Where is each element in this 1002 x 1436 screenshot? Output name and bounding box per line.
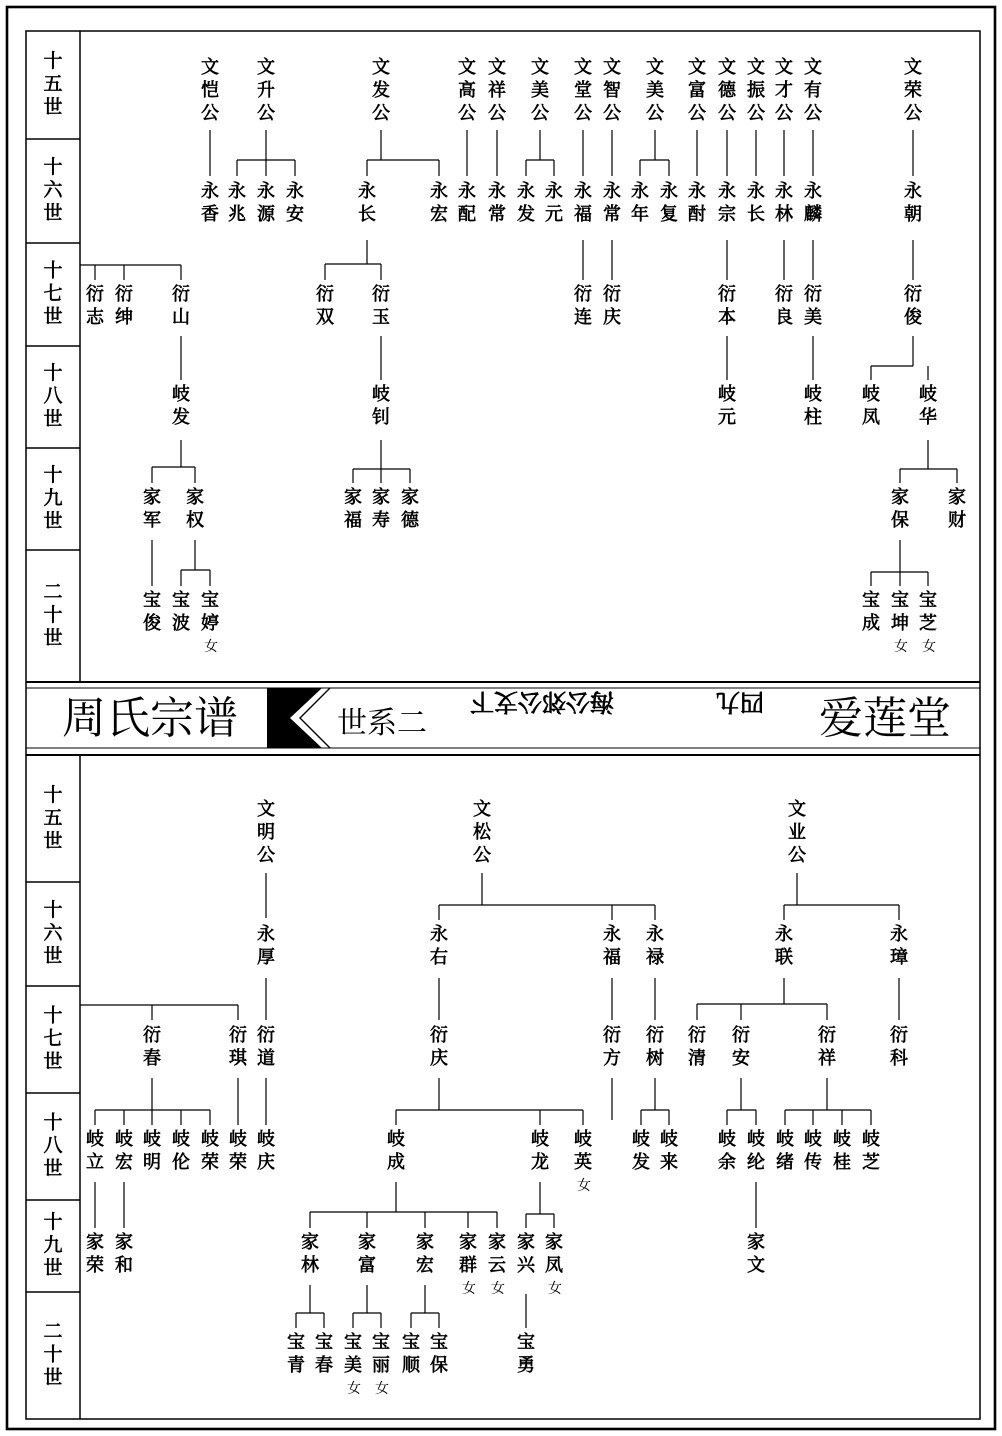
- person-name: 文明公: [257, 799, 275, 866]
- section-label: 世系二: [337, 706, 427, 741]
- person-name: 文堂公: [574, 57, 592, 124]
- generation-label: 十九世: [43, 1211, 63, 1279]
- person-name: 永元: [545, 181, 563, 225]
- person-name: 衍良: [775, 284, 793, 328]
- person-name: 永配: [458, 181, 476, 225]
- person-name: 永右: [430, 924, 448, 968]
- person-name: 宝春: [315, 1332, 333, 1376]
- person-name: 宝美: [344, 1332, 362, 1376]
- person-name: 岐发: [172, 384, 190, 428]
- person-name: 家权: [186, 487, 204, 531]
- generation-label: 十六世: [43, 156, 63, 224]
- person-name: 宝顺: [402, 1332, 420, 1376]
- person-name: 衍俊: [904, 284, 922, 328]
- person-name: 永香: [201, 181, 219, 225]
- person-name: 家福: [344, 487, 362, 531]
- person-name: 衍志: [86, 284, 104, 328]
- person-name: 岐芝: [862, 1129, 880, 1173]
- person-name: 永厚: [257, 924, 275, 968]
- person-name: 衍祥: [818, 1025, 836, 1069]
- person-name: 文荣公: [904, 57, 922, 124]
- person-name: 宝青: [287, 1332, 305, 1376]
- generation-label: 十八世: [43, 1111, 63, 1180]
- person-name: 文升公: [257, 57, 275, 124]
- person-name: 岐成: [387, 1129, 405, 1173]
- person-name: 永兆: [228, 181, 246, 225]
- person-name: 家林: [301, 1232, 319, 1276]
- person-name: 岐绪: [776, 1129, 794, 1173]
- person-name: 衍山: [172, 284, 190, 328]
- generation-label: 二十世: [43, 581, 63, 649]
- person-name: 家富: [358, 1232, 376, 1276]
- person-name: 永年: [631, 181, 649, 225]
- person-name: 永联: [775, 924, 793, 968]
- person-name: 岐龙: [531, 1129, 549, 1173]
- female-mark: 女: [577, 1178, 591, 1194]
- person-name: 永酎: [688, 181, 706, 225]
- page-number: 四九: [716, 688, 764, 716]
- person-name: 岐荣: [229, 1129, 247, 1173]
- person-name: 文美公: [646, 57, 664, 124]
- generation-label: 二十世: [43, 1320, 63, 1389]
- person-name: 永安: [286, 181, 304, 225]
- person-name: 岐发: [632, 1129, 650, 1173]
- generation-label: 十七世: [43, 259, 63, 328]
- person-name: 家荣: [86, 1232, 104, 1276]
- person-name: 家文: [747, 1232, 765, 1276]
- person-name: 岐凤: [862, 384, 880, 428]
- person-name: 衍美: [804, 284, 822, 328]
- person-name: 岐元: [718, 384, 736, 428]
- person-name: 永常: [603, 181, 621, 225]
- hall-name: 爱莲堂: [819, 693, 951, 744]
- person-name: 永福: [603, 924, 621, 968]
- female-mark: 女: [204, 639, 218, 655]
- person-name: 衍庆: [603, 284, 621, 328]
- female-mark: 女: [548, 1281, 562, 1297]
- person-name: 衍玉: [372, 284, 390, 328]
- person-name: 岐桂: [833, 1129, 851, 1173]
- person-name: 永麟: [804, 181, 822, 225]
- person-name: 岐伦: [172, 1129, 190, 1173]
- person-name: 衍琪: [229, 1025, 247, 1069]
- person-name: 永发: [517, 181, 535, 225]
- person-name: 家云: [488, 1232, 506, 1276]
- person-name: 岐立: [86, 1129, 104, 1173]
- person-name: 文祥公: [488, 57, 506, 124]
- person-name: 家和: [115, 1232, 133, 1276]
- person-name: 文智公: [603, 57, 621, 124]
- person-name: 衍方: [603, 1025, 621, 1069]
- person-name: 宝保: [430, 1332, 448, 1376]
- female-mark: 女: [347, 1381, 361, 1397]
- book-title: 周氏宗谱: [62, 693, 238, 744]
- person-name: 衍绅: [115, 284, 133, 328]
- person-name: 家保: [891, 487, 909, 531]
- branch-label: 海公郊公支下: [470, 688, 614, 716]
- person-name: 永长: [747, 181, 765, 225]
- person-name: 文富公: [688, 57, 706, 124]
- person-name: 文美公: [531, 57, 549, 124]
- person-name: 岐钊: [372, 384, 390, 428]
- generation-label: 十九世: [43, 464, 63, 532]
- person-name: 文业公: [788, 799, 806, 866]
- person-name: 岐纶: [747, 1129, 765, 1173]
- person-name: 岐荣: [201, 1129, 219, 1173]
- female-mark: 女: [491, 1281, 505, 1297]
- person-name: 岐来: [660, 1129, 678, 1173]
- person-name: 衍庆: [430, 1025, 448, 1069]
- person-name: 永朝: [904, 181, 922, 225]
- person-name: 永宏: [430, 181, 448, 225]
- person-name: 永长: [358, 181, 376, 225]
- person-name: 文高公: [458, 57, 476, 124]
- person-name: 岐柱: [804, 384, 822, 428]
- person-name: 家军: [143, 487, 161, 531]
- person-name: 岐余: [718, 1129, 736, 1173]
- person-name: 岐英: [574, 1129, 592, 1173]
- female-mark: 女: [922, 639, 936, 655]
- person-name: 衍安: [732, 1025, 750, 1069]
- person-name: 家财: [948, 487, 966, 531]
- person-name: 宝勇: [517, 1332, 535, 1376]
- person-name: 宝坤: [891, 590, 909, 634]
- person-name: 文德公: [718, 57, 736, 124]
- person-name: 永禄: [646, 924, 664, 968]
- person-name: 宝芝: [919, 590, 937, 634]
- person-name: 宝成: [862, 590, 880, 634]
- female-mark: 女: [894, 639, 908, 655]
- person-name: 家兴: [517, 1232, 535, 1276]
- person-name: 家寿: [372, 487, 390, 531]
- person-name: 家凤: [545, 1232, 563, 1276]
- generation-label: 十五世: [43, 50, 63, 118]
- person-name: 永璋: [890, 924, 908, 968]
- person-name: 衍双: [316, 284, 334, 328]
- person-name: 宝俊: [143, 590, 161, 634]
- female-mark: 女: [375, 1381, 389, 1397]
- person-name: 岐庆: [257, 1129, 275, 1173]
- person-name: 宝丽: [372, 1332, 390, 1376]
- person-name: 文松公: [473, 799, 491, 866]
- person-name: 衍春: [143, 1025, 161, 1069]
- person-name: 家德: [401, 487, 419, 531]
- person-name: 文才公: [775, 57, 793, 124]
- person-name: 永福: [574, 181, 592, 225]
- person-name: 岐传: [804, 1129, 822, 1173]
- generation-label: 十六世: [43, 899, 63, 967]
- person-name: 文恺公: [201, 57, 219, 124]
- person-name: 衍本: [718, 284, 736, 328]
- person-name: 文有公: [804, 57, 822, 124]
- female-mark: 女: [462, 1281, 476, 1297]
- person-name: 衍树: [646, 1025, 664, 1069]
- person-name: 永复: [660, 181, 678, 225]
- person-name: 岐宏: [115, 1129, 133, 1173]
- person-name: 岐华: [919, 384, 937, 428]
- person-name: 岐明: [143, 1129, 161, 1173]
- person-name: 宝波: [172, 590, 190, 634]
- person-name: 宝婷: [201, 590, 219, 634]
- person-name: 文发公: [372, 57, 390, 124]
- person-name: 衍清: [688, 1025, 706, 1069]
- person-name: 永林: [775, 181, 793, 225]
- generation-label: 十五世: [43, 784, 63, 852]
- person-name: 永常: [488, 181, 506, 225]
- person-name: 家群: [459, 1232, 477, 1276]
- person-name: 永宗: [718, 181, 736, 225]
- person-name: 永源: [257, 181, 275, 225]
- person-name: 文振公: [747, 57, 765, 124]
- generation-label: 十七世: [43, 1004, 63, 1073]
- person-name: 家宏: [416, 1232, 434, 1276]
- person-name: 衍连: [574, 284, 592, 328]
- generation-label: 十八世: [43, 362, 63, 430]
- person-name: 衍科: [890, 1025, 908, 1069]
- person-name: 衍道: [257, 1025, 275, 1069]
